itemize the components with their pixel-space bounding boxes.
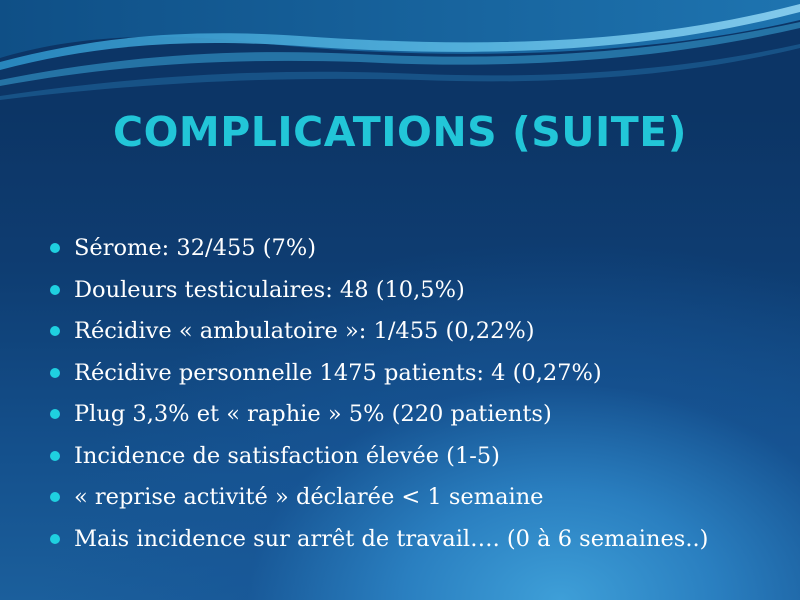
bullet-icon: [50, 451, 60, 461]
bullet-text: Mais incidence sur arrêt de travail…. (0 à 6 semaines..): [74, 525, 709, 552]
bullet-icon: [50, 368, 60, 378]
bullet-icon: [50, 243, 60, 253]
bullet-text: « reprise activité » déclarée < 1 semaine: [74, 484, 544, 510]
bullet-text: Récidive personnelle 1475 patients: 4 (0,27%): [74, 359, 602, 386]
bullet-list: [48, 230, 788, 562]
list-item: [48, 313, 788, 355]
header-wave-decoration: [0, 0, 800, 110]
bullet-icon: [50, 534, 60, 544]
list-item: [48, 355, 788, 397]
bullet-icon: [50, 285, 60, 295]
list-item: [48, 521, 788, 563]
list-item: [48, 479, 788, 521]
bullet-text: Incidence de satisfaction élevée (1-5): [74, 442, 500, 469]
list-item: [48, 272, 788, 314]
bullet-text: Sérome: 32/455 (7%): [74, 235, 316, 261]
list-item: [48, 230, 788, 272]
bullet-text: Récidive « ambulatoire »: 1/455 (0,22%): [74, 318, 535, 344]
bullet-icon: [50, 326, 60, 336]
bullet-text: Plug 3,3% et « raphie » 5% (220 patients): [74, 401, 552, 427]
bullet-icon: [50, 409, 60, 419]
bullet-text: Douleurs testiculaires: 48 (10,5%): [74, 276, 465, 303]
list-item: [48, 438, 788, 480]
slide-title: COMPLICATIONS (SUITE): [112, 108, 688, 156]
list-item: [48, 396, 788, 438]
bullet-icon: [50, 492, 60, 502]
